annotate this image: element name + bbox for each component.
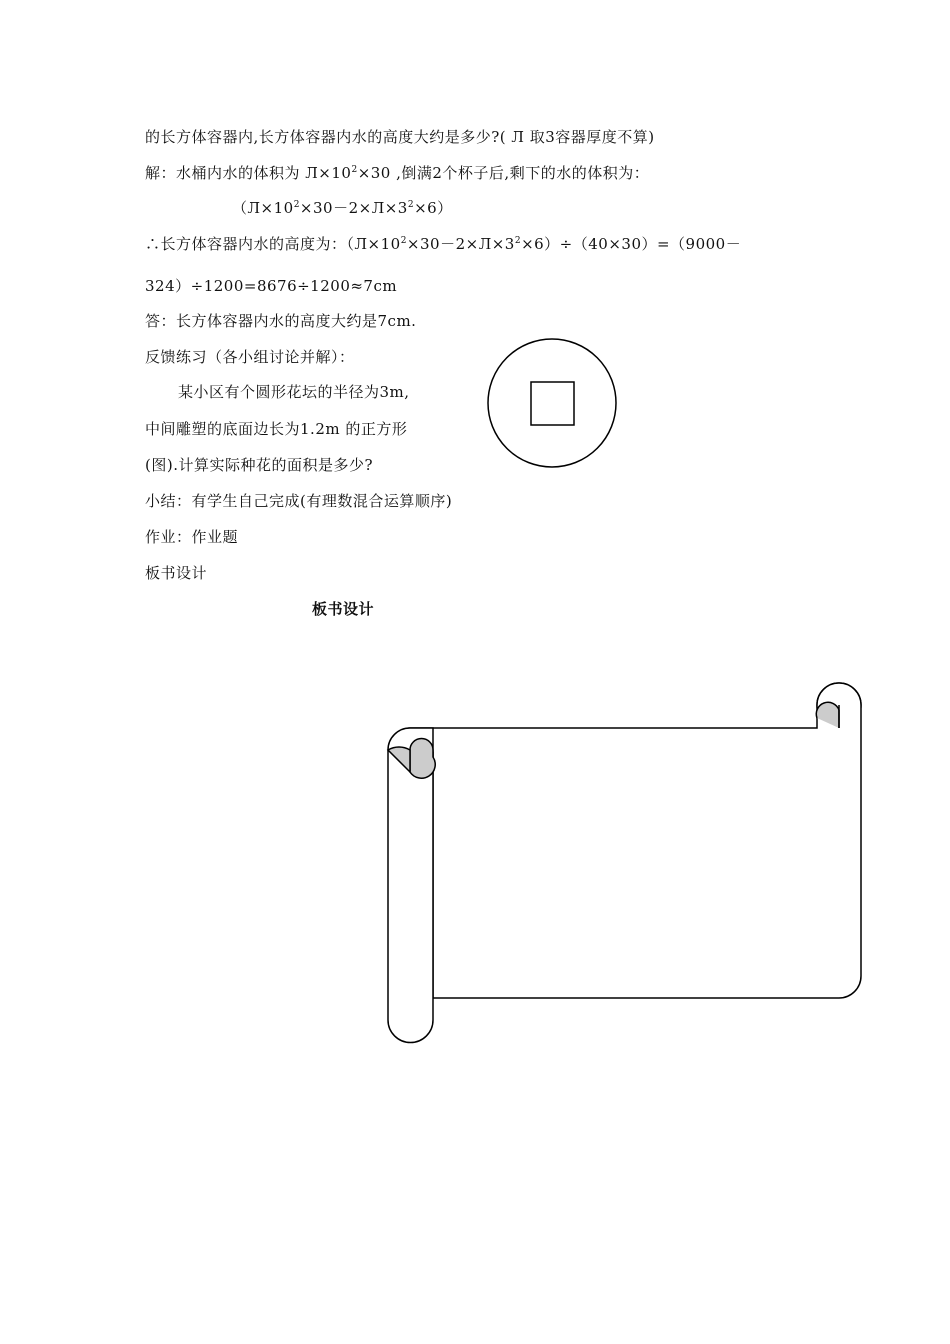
text-fragment: ∴长方体容器内水的高度为：（Л×10 xyxy=(145,235,401,253)
superscript: 2 xyxy=(407,200,415,210)
superscript: 2 xyxy=(351,165,358,175)
text-line-11: 小结：有学生自己完成(有理数混合运算顺序) xyxy=(145,492,453,510)
text-fragment: ×30 ,倒满2个杯子后,剩下的水的体积为： xyxy=(357,164,650,182)
superscript: 2 xyxy=(400,236,407,246)
text-line-12: 作业：作业题 xyxy=(145,528,239,546)
superscript: 2 xyxy=(293,200,300,210)
text-line-9: 中间雕塑的底面边长为1.2m 的正方形 xyxy=(145,420,408,438)
flowerbed-figure xyxy=(488,339,616,467)
section-heading: 板书设计 xyxy=(312,600,375,618)
text-line-7: 反馈练习（各小组讨论并解）： xyxy=(145,348,355,366)
flowerbed-circle xyxy=(488,339,616,467)
text-line-13: 板书设计 xyxy=(145,564,208,582)
scroll-banner xyxy=(388,683,861,1043)
text-fragment: ×6） xyxy=(414,199,453,217)
text-fragment: （Л×10 xyxy=(232,199,294,217)
text-fragment: 解：水桶内水的体积为 Л×10 xyxy=(145,164,352,182)
text-fragment: ×6）÷（40×30）=（9000－ xyxy=(521,235,742,253)
text-line-1: 的长方体容器内,长方体容器内水的高度大约是多少?( Л 取3容器厚度不算) xyxy=(145,128,655,146)
text-line-10: (图).计算实际种花的面积是多少? xyxy=(145,456,374,474)
text-fragment: ×30－2×Л×3 xyxy=(299,199,408,217)
sculpture-square xyxy=(531,382,574,425)
superscript: 2 xyxy=(514,236,522,246)
text-line-8: 某小区有个圆形花坛的半径为3m, xyxy=(178,383,410,401)
text-line-6: 答：长方体容器内水的高度大约是7cm. xyxy=(145,312,417,330)
text-line-5: 324）÷1200=8676÷1200≈7cm xyxy=(145,277,398,295)
scroll-curl-left xyxy=(410,739,435,779)
scroll-sheet xyxy=(410,683,861,998)
text-fragment: ×30－2×Л×3 xyxy=(406,235,515,253)
